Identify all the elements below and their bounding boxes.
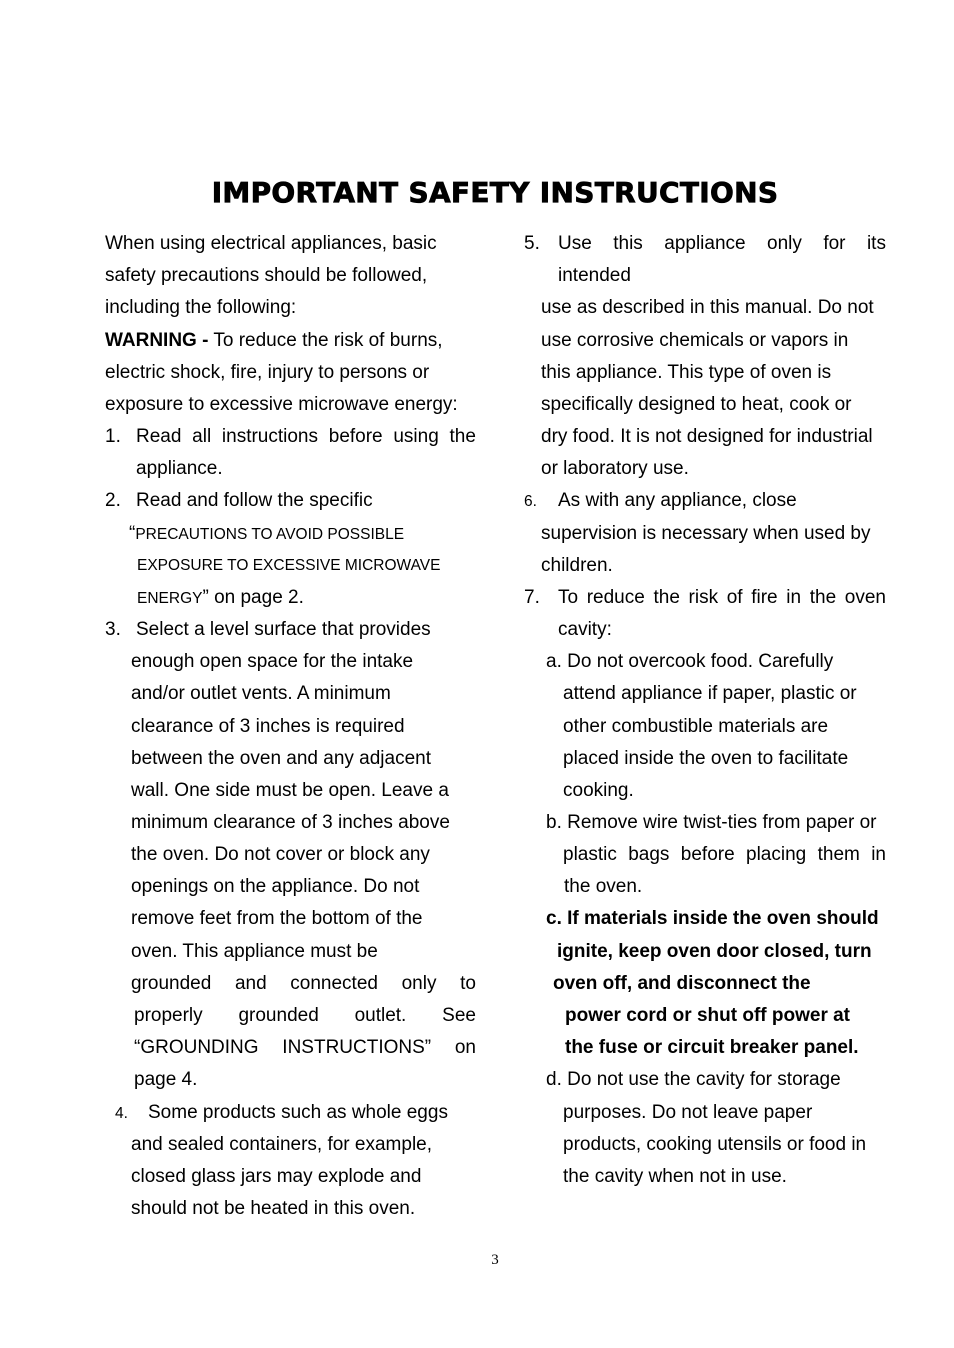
intro-line: exposure to excessive microwave energy: [105,394,458,415]
item5-line: use as described in this manual. Do not [541,297,874,318]
subitem-c-line: c. If materials inside the oven should [546,908,879,929]
word: oven [844,587,886,608]
subitem-d-line: products, cooking utensils or food in [563,1134,867,1155]
item3-line: minimum clearance of 3 inches above [131,812,450,833]
word: reduce [586,587,645,608]
subitem-a-line: cooking. [563,780,634,801]
word: the [809,587,837,608]
item3-line: oven. This appliance must be [131,941,378,962]
word: only [401,973,437,994]
caps-text: ENERGY [137,590,203,607]
item3-line: page 4. [134,1069,198,1090]
item-number: 7. [524,587,540,608]
item2-line4 [137,587,304,610]
item-number: 4. [115,1105,128,1122]
word: Use [558,233,592,254]
item3-line [134,1005,476,1027]
word: in [786,587,802,608]
item6-line: As with any appliance, close [558,490,797,511]
item1-line2: appliance. [136,458,223,479]
word: plastic [563,844,617,865]
page-ref: ” on page 2. [202,587,304,608]
item5-line: intended [558,265,631,286]
word: properly [134,1005,203,1026]
subitem-c-line: ignite, keep oven door closed, turn [557,941,872,962]
subitem-a-line: a. Do not overcook food. Carefully [546,651,834,672]
item5-line1 [558,233,886,255]
item3-line: and/or outlet vents. A minimum [131,683,391,704]
intro-line: safety precautions should be followed, [105,265,428,286]
item-number: 2. [105,490,121,511]
word: risk [688,587,719,608]
item3-line [134,1037,476,1059]
warning-label: WARNING - [105,330,209,351]
word: and [234,973,267,994]
word: See [442,1005,476,1026]
item-number: 6. [524,493,537,510]
subitem-d-line: d. Do not use the cavity for storage [546,1069,841,1090]
subitem-b-line: the oven. [564,876,643,897]
item4-line: closed glass jars may explode and [131,1166,422,1187]
item4-line: and sealed containers, for example, [131,1134,433,1155]
item5-line: this appliance. This type of oven is [541,362,832,383]
intro-line: including the following: [105,297,297,318]
item7-line: cavity: [558,619,612,640]
word: bags [628,844,670,865]
subitem-a-line: placed inside the oven to facilitate [563,748,849,769]
word: before [328,426,383,447]
item5-line: dry food. It is not designed for industrial [541,426,873,447]
word: all [192,426,212,447]
word: the [653,587,680,608]
item6-line: supervision is necessary when used by [541,523,871,544]
word: outlet. [354,1005,407,1026]
word: using [393,426,439,447]
subitem-a-line: other combustible materials are [563,716,829,737]
warning-line [105,330,443,352]
item3-line: enough open space for the intake [131,651,414,672]
word: instructions [221,426,319,447]
item3-line [131,973,476,995]
item1-line1 [136,426,476,448]
word: before [680,844,735,865]
item-number: 1. [105,426,121,447]
item3-line: clearance of 3 inches is required [131,716,405,737]
subitem-c-line: oven off, and disconnect the [553,973,811,994]
word: on [454,1037,476,1058]
word: grounded [131,973,212,994]
word: “GROUNDING [134,1037,259,1058]
item5-line: use corrosive chemicals or vapors in [541,330,849,351]
item3-line: wall. One side must be open. Leave a [131,780,449,801]
item3-line: remove feet from the bottom of the [131,908,423,929]
word: for [823,233,846,254]
item2-line3: EXPOSURE TO EXCESSIVE MICROWAVE [137,557,441,574]
item4-line: Some products such as whole eggs [148,1102,448,1123]
item5-line: specifically designed to heat, cook or [541,394,852,415]
item3-line: openings on the appliance. Do not [131,876,420,897]
word: appliance [664,233,746,254]
word: its [866,233,886,254]
word: in [871,844,886,865]
intro-line: electric shock, fire, injury to persons or [105,362,430,383]
word: fire [751,587,778,608]
subitem-a-line: attend appliance if paper, plastic or [563,683,857,704]
item2-line2 [129,523,404,546]
word: connected [290,973,378,994]
page-number: 3 [491,1252,499,1268]
word: grounded [238,1005,319,1026]
subitem-c-line: power cord or shut off power at [565,1005,851,1026]
word: placing [746,844,807,865]
item5-line: or laboratory use. [541,458,689,479]
word: to [460,973,476,994]
quote-mark: “ [129,523,136,544]
item-number: 5. [524,233,540,254]
subitem-b-line [563,844,886,866]
item4-line: should not be heated in this oven. [131,1198,416,1219]
warning-text: To reduce the risk of burns, [208,330,443,351]
caps-text: PRECAUTIONS TO AVOID POSSIBLE [135,526,405,543]
item6-line: children. [541,555,613,576]
item3-line: Select a level surface that provides [136,619,431,640]
intro-line: When using electrical appliances, basic [105,233,437,254]
item3-line: the oven. Do not cover or block any [131,844,430,865]
word: the [449,426,476,447]
word: Read [136,426,182,447]
subitem-d-line: the cavity when not in use. [563,1166,787,1187]
word: INSTRUCTIONS” [282,1037,432,1058]
word: of [726,587,743,608]
word: them [817,844,860,865]
word: To [558,587,579,608]
subitem-b-line: b. Remove wire twist-ties from paper or [546,812,877,833]
page-title: IMPORTANT SAFETY INSTRUCTIONS [211,176,779,209]
subitem-d-line: purposes. Do not leave paper [563,1102,813,1123]
subitem-c-line: the fuse or circuit breaker panel. [565,1037,859,1058]
item3-line: between the oven and any adjacent [131,748,432,769]
item2-line1: Read and follow the specific [136,490,373,511]
item-number: 3. [105,619,121,640]
item7-line1 [558,587,886,609]
word: only [767,233,802,254]
word: this [613,233,643,254]
